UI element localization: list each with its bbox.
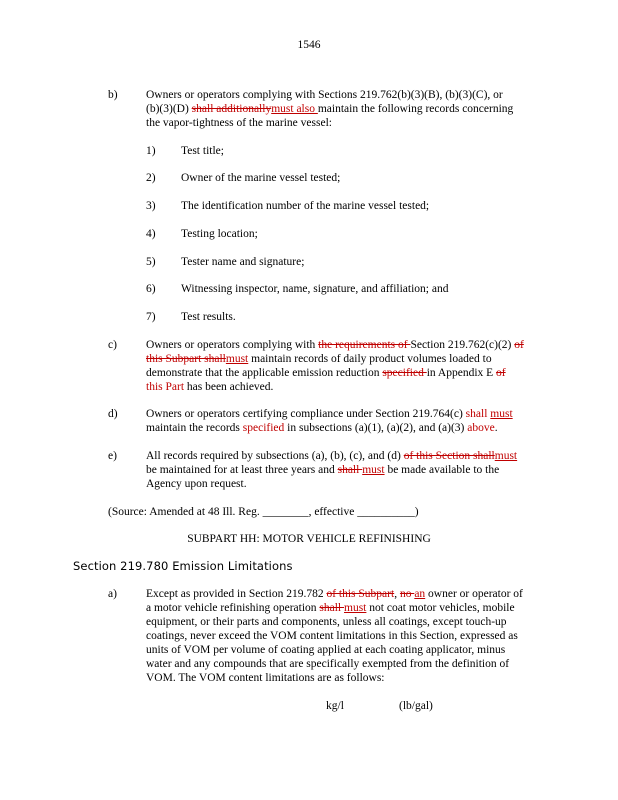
item-a-line-5: units of VOM per volume of coating applied at each coating applicator, minus: [146, 644, 506, 656]
item-a-line-6: water and any compounds that are specifically exempted from the definition of: [146, 658, 510, 670]
inserted-text: must: [225, 353, 249, 365]
list-item-number: 5): [146, 256, 156, 268]
list-item-text: Testing location;: [181, 228, 258, 240]
subpart-title: SUBPART HH: MOTOR VEHICLE REFINISHING: [187, 533, 431, 545]
item-a-line-4: coatings, never exceed the VOM content limitations in this Section, expressed as: [146, 630, 518, 642]
inserted-text: must: [490, 408, 513, 420]
item-e-line-1: [146, 449, 517, 463]
unit-kg-per-liter: kg/l: [326, 700, 344, 712]
list-item-text: The identification number of the marine vessel tested;: [181, 200, 430, 212]
item-b-line-1: Owners or operators complying with Sections 219.762(b)(3)(B), (b)(3)(C), or: [146, 89, 503, 101]
item-d-line-2: [146, 421, 498, 435]
item-c-line-2: [146, 352, 492, 366]
highlighted-text: this Part: [146, 381, 185, 393]
list-item-number: 7): [146, 311, 156, 323]
deleted-text: of: [514, 339, 524, 351]
list-item-text: Witnessing inspector, name, signature, and affiliation; and: [181, 283, 449, 295]
item-e-label: e): [108, 450, 117, 462]
item-c-line-1: [146, 338, 524, 352]
item-a-line-1: [146, 587, 523, 601]
unit-lb-per-gallon: (lb/gal): [399, 700, 433, 712]
list-item-text: Owner of the marine vessel tested;: [181, 172, 341, 184]
list-item-text: Test results.: [181, 311, 236, 323]
inserted-text: must: [494, 450, 518, 462]
list-item-number: 2): [146, 172, 156, 184]
text-run: All records required by subsections (a), (b), (c), and (d): [146, 450, 404, 462]
item-a-line-2: [146, 601, 515, 615]
highlighted-text: above: [467, 422, 495, 434]
highlighted-text: specified: [242, 422, 285, 434]
text-run: has been achieved.: [184, 381, 274, 393]
text-run: maintain the records: [146, 422, 243, 434]
deleted-text: no: [399, 588, 415, 600]
text-run: maintain the following records concerning: [317, 103, 514, 115]
page-number: 1546: [297, 39, 321, 51]
text-run: not coat motor vehicles, mobile: [366, 602, 515, 614]
item-e-line-3: Agency upon request.: [146, 478, 247, 490]
deleted-text: of: [496, 367, 506, 379]
text-run: in Appendix E: [426, 367, 497, 379]
text-run: Section 219.762(c)(2): [410, 339, 515, 351]
text-run: be made available to the: [384, 464, 500, 476]
item-b-label: b): [108, 89, 118, 101]
text-run: in subsections (a)(1), (a)(2), and (a)(3): [284, 422, 468, 434]
deleted-text: shall additionally: [191, 103, 272, 115]
item-d-label: d): [108, 408, 118, 420]
item-c-line-3: [146, 366, 506, 380]
deleted-text: the requirements of: [318, 339, 411, 351]
list-item-number: 6): [146, 283, 156, 295]
text-run: (b)(3)(D): [146, 103, 192, 115]
item-a-line-3: equipment, or their parts and components, unless all coatings, except touch-up: [146, 616, 507, 628]
deleted-text: shall: [319, 602, 345, 614]
inserted-text: an: [414, 588, 426, 600]
text-run: .: [494, 422, 498, 434]
deleted-text: this Subpart shall: [146, 353, 226, 365]
text-run: owner or operator of: [425, 588, 523, 600]
item-d-line-1: [146, 407, 513, 421]
inserted-text: must also: [271, 103, 318, 115]
text-run: ,: [394, 588, 400, 600]
item-e-line-2: [146, 463, 499, 477]
text-run: maintain records of daily product volumes loaded to: [248, 353, 492, 365]
section-title: Section 219.780 Emission Limitations: [73, 559, 293, 573]
item-a-line-7: VOM. The VOM content limitations are as follows:: [146, 672, 385, 684]
deleted-text: of this Subpart: [326, 588, 395, 600]
list-item-number: 4): [146, 228, 156, 240]
list-item-number: 3): [146, 200, 156, 212]
deleted-text: specified: [382, 367, 427, 379]
text-run: Owners or operators complying with: [146, 339, 319, 351]
item-b-line-2: [146, 102, 513, 116]
item-c-line-4: [146, 380, 273, 394]
item-b-line-3: the vapor-tightness of the marine vessel:: [146, 117, 332, 129]
text-run: a motor vehicle refinishing operation: [146, 602, 320, 614]
text-run: Except as provided in Section 219.782: [146, 588, 327, 600]
text-run: be maintained for at least three years and: [146, 464, 338, 476]
inserted-text: must: [344, 602, 367, 614]
deleted-text: shall: [337, 464, 363, 476]
list-item-text: Test title;: [181, 145, 224, 157]
text-run: Owners or operators certifying compliance under Section 219.764(c): [146, 408, 466, 420]
list-item-number: 1): [146, 145, 156, 157]
source-note: (Source: Amended at 48 Ill. Reg. ________, effective __________): [108, 506, 419, 518]
item-c-label: c): [108, 339, 117, 351]
inserted-text: must: [362, 464, 385, 476]
item-a-label: a): [108, 588, 117, 600]
deleted-text: of this Section shall: [403, 450, 495, 462]
list-item-text: Tester name and signature;: [181, 256, 305, 268]
highlighted-text: shall: [465, 408, 491, 420]
text-run: demonstrate that the applicable emission reduction: [146, 367, 383, 379]
